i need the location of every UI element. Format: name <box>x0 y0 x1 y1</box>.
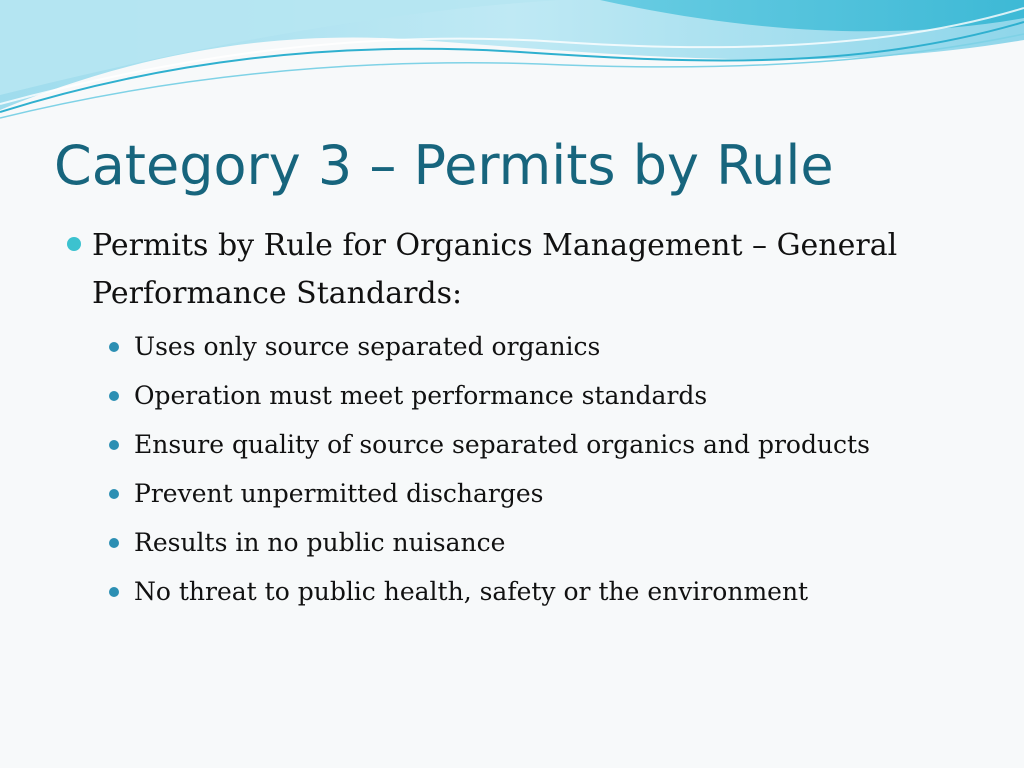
slide-title: Category 3 – Permits by Rule <box>54 134 834 197</box>
bullet-dot-icon <box>109 391 119 401</box>
sub-bullet-item <box>106 473 964 514</box>
bullet-dot-icon <box>109 440 119 450</box>
sub-bullet-item <box>106 571 964 612</box>
bullet-dot-icon <box>67 237 81 251</box>
sub-bullet-item <box>106 375 964 416</box>
bullet-level1 <box>64 222 964 318</box>
bullet-dot-icon <box>109 489 119 499</box>
bullet-dot-icon <box>109 538 119 548</box>
header-wave-decoration <box>0 0 1024 130</box>
sub-bullet-text: Operation must meet performance standards <box>134 381 708 410</box>
bullet-dot-icon <box>109 342 119 352</box>
sub-bullet-text: Ensure quality of source separated organics and products <box>134 430 870 459</box>
sub-bullet-text: Prevent unpermitted discharges <box>134 479 544 508</box>
sub-bullet-text: Uses only source separated organics <box>134 332 601 361</box>
bullet-dot-icon <box>109 587 119 597</box>
sub-bullet-list <box>64 326 964 612</box>
bullet-list <box>64 222 964 620</box>
sub-bullet-text: Results in no public nuisance <box>134 528 506 557</box>
sub-bullet-item <box>106 522 964 563</box>
bullet-text: Permits by Rule for Organics Management – General Performance Standards: <box>92 228 898 311</box>
sub-bullet-item <box>106 424 964 465</box>
sub-bullet-text: No threat to public health, safety or the environment <box>134 577 809 606</box>
sub-bullet-item <box>106 326 964 367</box>
